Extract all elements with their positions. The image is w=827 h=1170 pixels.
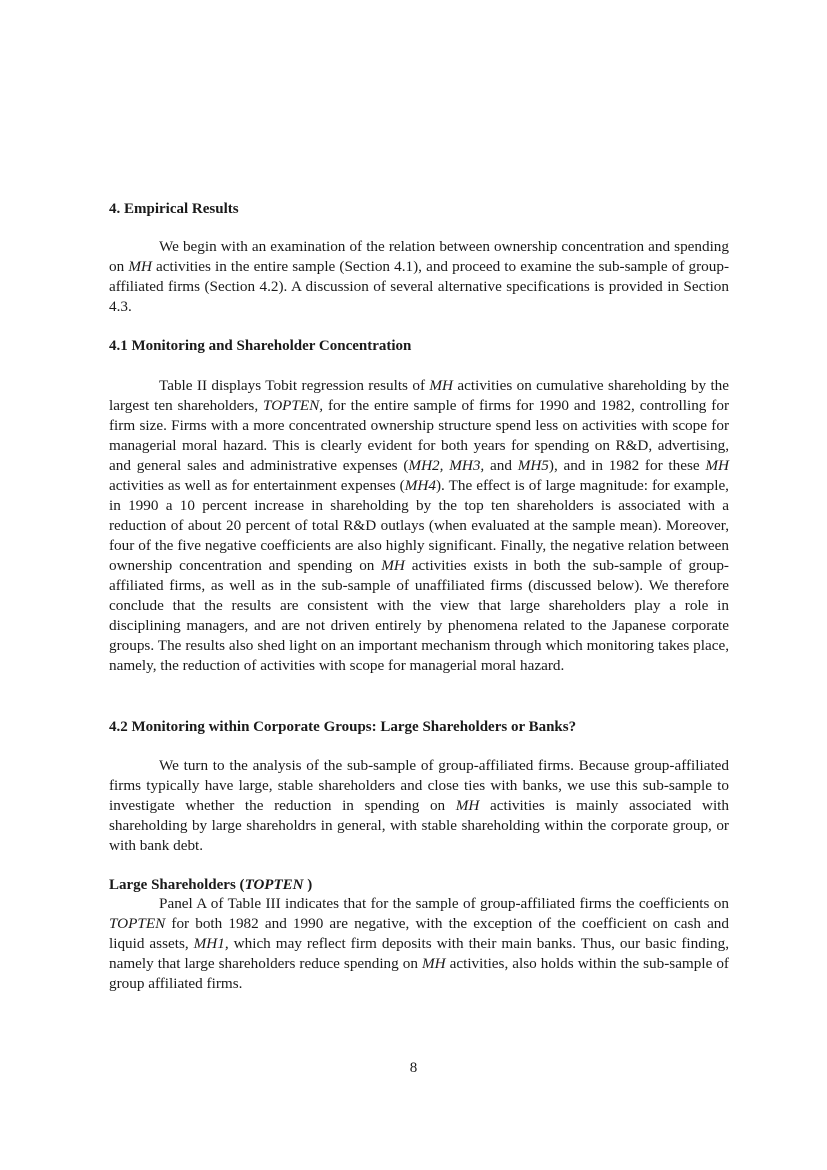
paragraph-text xyxy=(109,894,729,994)
page-number: 8 xyxy=(409,1060,418,1076)
text-run: ) xyxy=(303,877,313,893)
text-run: for the entire sample of firms for 1990 and 1982, controlling for firm size. Firms with a more concentrated ownership structure spend less on activities with scope for managerial moral hazard. This is clearly evident for both years for spending on R&D, advertising, and general sales and administrative expenses ( xyxy=(109,397,729,474)
text-run: activities as well as for entertainment expenses ( xyxy=(109,477,405,494)
section-heading-corporate-groups: 4.2 Monitoring within Corporate Groups: Large Shareholders or Banks? xyxy=(109,719,577,735)
text-run: Panel A of Table III indicates that for the sample of group-affiliated firms the coefficients on xyxy=(159,895,729,912)
text-run: which may reflect firm deposits with their main banks. Thus, our basic finding, namely that large shareholders reduce spending on xyxy=(109,935,729,972)
text-run: TOPTEN xyxy=(244,877,304,893)
text-run: activities in the entire sample (Section 4.1), and proceed to examine the sub-sample of group-affiliated firms (Section 4.2). A discussion of several alternative specifications is provided in Section 4.3. xyxy=(109,258,730,315)
text-run: MH4 xyxy=(404,477,436,494)
paragraph-intro xyxy=(109,237,729,317)
text-run: We turn to the analysis of the sub-sample of group-affiliated firms. Because group-affiliated firms typically have large, stable shareholders and close ties with banks, we use this sub-sample to investigate whether the reduction in spending on xyxy=(109,757,729,814)
text-run: and xyxy=(484,457,518,474)
paragraph-large-shareholders xyxy=(109,894,729,994)
text-run: activities exists in both the sub-sample of group-affiliated firms, as well as in the sub-sample of unaffiliated firms (discussed below). We therefore conclude that the results are consistent with the view that large shareholders play a role in disciplining managers, and are not driven entirely by phenomena related to the Japanese corporate groups. The results also shed light on an important mechanism through which monitoring takes place, namely, the reduction of activities with scope for managerial moral hazard. xyxy=(109,557,729,674)
text-run: MH xyxy=(128,258,152,275)
text-run: MH1, xyxy=(193,935,229,952)
text-run: TOPTEN xyxy=(109,915,166,932)
text-run: MH xyxy=(455,797,480,814)
paragraph-text xyxy=(109,756,729,856)
text-run: MH2, MH3, xyxy=(408,457,485,474)
text-run: We begin with an examination of the relation between ownership concentration and spending on xyxy=(109,238,729,275)
paragraph-corporate-groups xyxy=(109,756,729,856)
section-heading-empirical-results: 4. Empirical Results xyxy=(109,201,239,217)
section-heading-monitoring: 4.1 Monitoring and Shareholder Concentration xyxy=(109,338,412,354)
subheading-large-shareholders xyxy=(109,874,312,896)
text-run: activities is mainly associated with shareholding by large shareholdrs in general, with stable shareholding within the corporate group, or with bank debt. xyxy=(109,797,729,854)
paragraph-monitoring xyxy=(109,376,729,676)
text-run: Large Shareholders ( xyxy=(109,877,245,893)
text-run: TOPTEN, xyxy=(263,397,324,414)
text-run: activities, also holds within the sub-sample of group affiliated firms. xyxy=(109,955,729,992)
text-run: MH xyxy=(429,377,454,394)
text-run: ). The effect is of large magnitude: for example, in 1990 a 10 percent increase in shareholding by the top ten shareholders is associated with a reduction of about 20 percent of total R&D outlays (when evaluated at the sample mean). Moreover, four of the five negative coefficients are also highly significant. Finally, the negative relation between ownership concentration and spending on xyxy=(109,477,729,574)
text-run: MH5 xyxy=(517,457,549,474)
text-run: for both 1982 and 1990 are negative, with the exception of the coefficient on cash and liquid assets, xyxy=(109,915,729,952)
text-run: Table II displays Tobit regression results of xyxy=(159,377,430,394)
text-run: MH xyxy=(705,457,729,474)
text-run: ), and in 1982 for these xyxy=(548,457,706,474)
text-run: MH xyxy=(421,955,446,972)
text-run: MH xyxy=(381,557,405,574)
paragraph-text xyxy=(109,376,729,676)
paragraph-text xyxy=(109,237,729,317)
text-run: activities on cumulative shareholding by the largest ten shareholders, xyxy=(109,377,729,414)
